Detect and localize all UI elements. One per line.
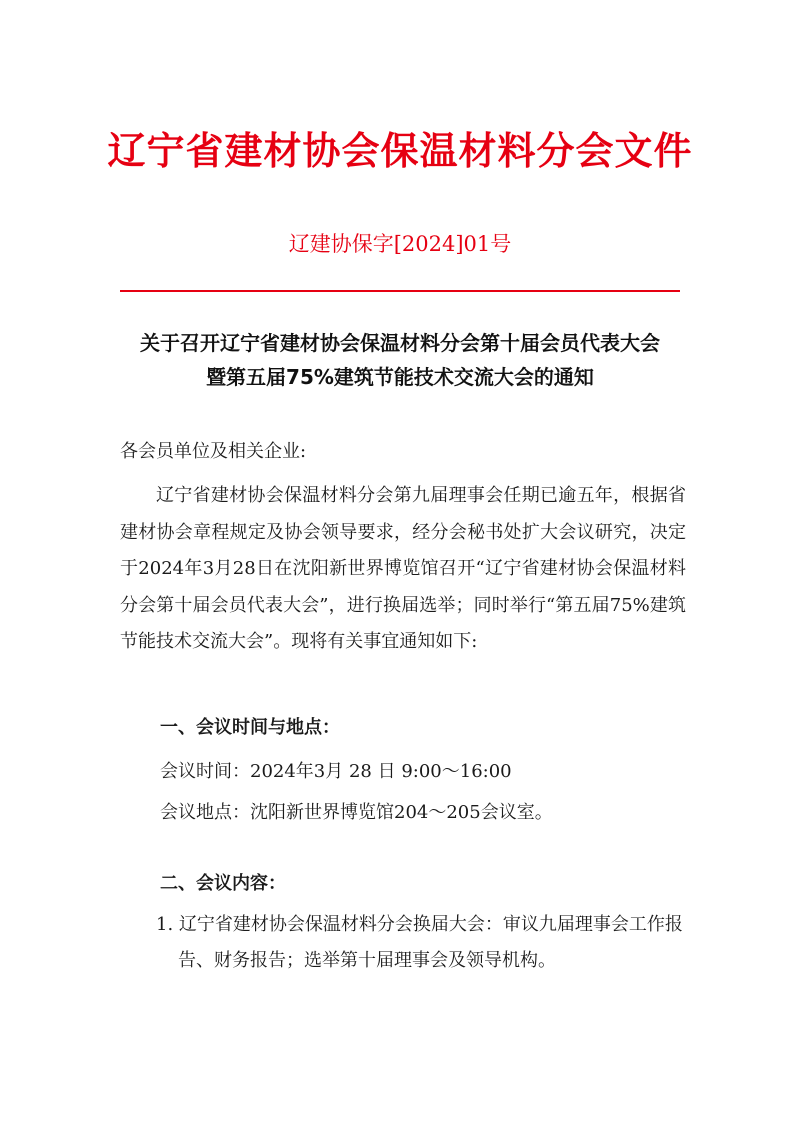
section-2-heading: 二、会议内容： <box>160 873 286 894</box>
meeting-time: 会议时间：2024年3月 28 日 9:00～16:00 <box>160 761 512 782</box>
document-number: 辽建协保字[2024]01号 <box>288 232 512 256</box>
notice-title-line-1: 关于召开辽宁省建材协会保温材料分会第十届会员代表大会 <box>140 331 660 355</box>
org-document-title: 辽宁省建材协会保温材料分会文件 <box>107 129 693 173</box>
intro-paragraph: 辽宁省建材协会保温材料分会第九届理事会任期已逾五年，根据省建材协会章程规定及协会领导要求，经分会秘书处扩大会议研究，决定于2024年3月28日在沈阳新世界博览馆召开“辽宁省建材协会保温材料分会第十届会员代表大会”，进行换届选举；同时举行“第五届75%建筑节能技术交流大会”。现将有关事宜通知如下: <box>120 485 686 653</box>
meeting-place: 会议地点：沈阳新世界博览馆204～205会议室。 <box>160 802 553 823</box>
salutation: 各会员单位及相关企业: <box>120 441 307 462</box>
notice-title <box>0 326 800 394</box>
red-divider-line <box>120 290 680 292</box>
notice-title-line-2: 暨第五届75%建筑节能技术交流大会的通知 <box>206 365 594 389</box>
section-1-heading: 一、会议时间与地点： <box>160 717 340 738</box>
agenda-item-1: 1. 辽宁省建材协会保温材料分会换届大会：审议九届理事会工作报告、财务报告；选举第十届理事会及领导机构。 <box>156 914 683 971</box>
